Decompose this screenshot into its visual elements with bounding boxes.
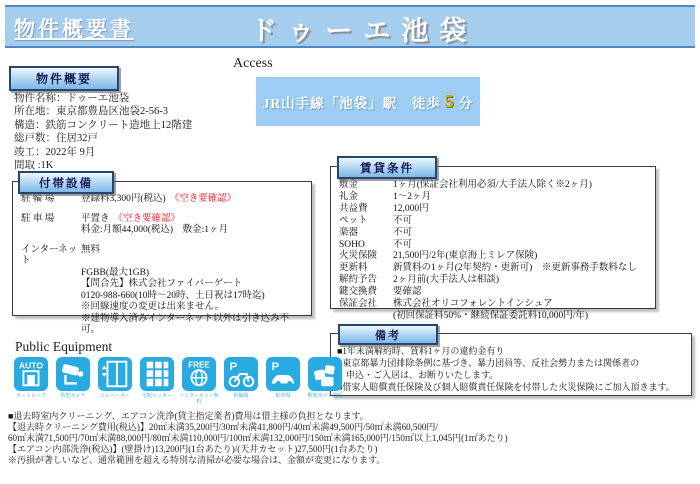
svg-text:AUTO: AUTO — [19, 360, 43, 371]
delivery-locker-icon — [140, 357, 174, 391]
equipment-item-free-internet — [180, 357, 218, 405]
parking-fee-line: 料金:月額44,000(税込) 敷金:1ヶ月 — [81, 225, 228, 235]
facility-row-internet — [21, 245, 303, 268]
access-minutes: 5 — [444, 91, 455, 111]
svg-text:P: P — [271, 361, 280, 374]
rental-row-continuation: (初回保証料50%・継続保証委託料10,000円/年) — [393, 310, 589, 321]
equipment-label: オートロック — [16, 393, 46, 399]
equipment-label: 敷地内ゴミ置場 — [307, 393, 343, 399]
svg-text:P: P — [229, 361, 238, 374]
access-minutes-unit: 分 — [458, 95, 474, 111]
facility-label: 駐 輪 場 — [21, 194, 55, 204]
property-name-title: ドゥーエ池袋 — [250, 16, 478, 46]
car-parking-icon — [266, 357, 300, 391]
facility-value: 平置き 《空き要確認》 — [81, 213, 181, 224]
free-internet-icon — [182, 357, 216, 391]
footnote-line: 60㎡未満71,500円/70㎡未満88,000円/80㎡未満110,000円/100㎡未満132,000円/150㎡未満165,000円/150㎡以上1,045円(1㎡あたり) — [8, 433, 508, 443]
footnote-line: ■退去時室内クリーニング、エアコン洗浄(貸主指定業者)費用は借主様の負担となります。 — [8, 411, 369, 421]
equipment-label: 駐輪場 — [233, 393, 249, 399]
rental-row: 鍵交換費 要確認 — [339, 287, 422, 298]
facility-row-bicycle — [21, 194, 303, 206]
rental-row: 火災保険 21,500円/2年(東京海上ミレア保険) — [339, 251, 538, 262]
auto-lock-icon — [14, 357, 48, 391]
equipment-item-auto-lock — [12, 357, 50, 405]
internet-detail-line: ※回線速度の変更は出来ません。 — [81, 302, 225, 312]
facilities-box — [12, 181, 312, 335]
remark-line: ■1年未満解約時、賃料1ヶ月の違約金有り — [337, 346, 505, 356]
availability-warning: 《空き要確認》 — [169, 194, 237, 204]
rental-row: 解約予告 2ヶ月前(大手法人は相談) — [339, 275, 500, 286]
equipment-label: 駐車場 — [275, 393, 291, 399]
footnote-line: 【エアコン内部洗浄(税込)】(壁掛け)13,200円(1台あたり)/(天井カセット)27,500円(1台あたり) — [8, 444, 378, 454]
rental-row: 更新料 新賃料の1ヶ月(2年契約・更新可) ※更新事務手数料なし — [339, 263, 637, 274]
equipment-item-car-parking — [264, 357, 302, 405]
remarks-section-chip: 備考 — [338, 324, 438, 345]
rental-row: SOHO 不可 — [339, 239, 413, 250]
footnote-line: ※汚損が著しいなど、通常範囲を超える特別な清掃が必要な場合は、金額が変更になります。 — [8, 455, 386, 465]
facility-row-parking — [21, 214, 303, 226]
facility-value: 無料 — [81, 244, 101, 255]
bicycle-parking-icon — [224, 357, 258, 391]
facilities-section-chip: 付帯設備 — [18, 171, 114, 194]
facility-label: 駐 車 場 — [21, 213, 55, 224]
availability-warning: 《空き要確認》 — [113, 213, 181, 224]
overview-line: 総戸数：住居32戸 — [14, 133, 98, 145]
overview-line: 間取 :1K — [14, 160, 54, 172]
internet-detail-line: FGBB(最大1GB) — [81, 267, 150, 278]
equipment-label: 防犯カメラ — [60, 393, 86, 399]
footnote-line: 【退去時クリーニング費用(税込)】20㎡未満35,200円/30㎡未満41,800円/40㎡未満49,500円/50㎡未満60,500円/ — [8, 422, 438, 432]
facility-value: 登録料3,300円(税込) 《空き要確認》 — [81, 194, 237, 204]
rental-row: 敷金 1ヶ月(保証会社利用必須/大手法人除く※2ヶ月) — [339, 180, 592, 190]
overview-line: 所在地：東京都豊島区池袋2-56-3 — [14, 106, 168, 118]
svg-text:FREE: FREE — [188, 360, 210, 370]
internet-detail-line: 0120-988-660(10時～20時、土日祝は17時迄) — [81, 290, 265, 301]
footnotes — [8, 411, 698, 466]
equipment-icon-row — [12, 357, 344, 405]
equipment-item-garbage-area — [306, 357, 344, 405]
equipment-item-delivery-locker — [138, 357, 176, 405]
garbage-area-icon — [308, 357, 342, 391]
remark-line: 申込・ご入居は、お断りいたします。 — [337, 370, 499, 380]
access-route: JR山手線「池袋」駅 徒歩 — [262, 95, 441, 111]
rental-row: 楽器 不可 — [339, 227, 413, 238]
equipment-item-elevator — [96, 357, 134, 405]
rental-section-chip: 賃貸条件 — [337, 156, 437, 179]
equipment-item-bicycle-parking — [222, 357, 260, 405]
remark-line: ■東京都暴力団排除条例に基づき、暴力団員等、反社会勢力または関係者の — [337, 358, 640, 368]
rental-row: ペット 不可 — [339, 215, 413, 226]
access-heading: Access — [233, 56, 273, 71]
internet-detail-line: ※建物導入済みインターネット以外は引き込み不可。 — [81, 313, 290, 335]
rental-row: 礼金 1～2ヶ月 — [339, 191, 432, 202]
rental-row: 保証会社 株式会社オリコフォレントインシュア — [339, 299, 553, 310]
internet-detail-line: 【問合先】株式会社ファイバーゲート — [81, 279, 243, 289]
overview-section-chip: 物件概要 — [9, 66, 119, 91]
equipment-label: 宅配ロッカー — [142, 393, 172, 399]
facility-label: インターネット — [21, 244, 78, 266]
equipment-label: インターネット無料 — [179, 393, 219, 405]
doc-type-title: 物件概要書 — [14, 18, 134, 41]
access-box — [256, 77, 480, 126]
elevator-icon — [98, 357, 132, 391]
rental-box — [330, 166, 656, 321]
equipment-heading: Public Equipment — [15, 339, 113, 354]
overview-lines — [14, 92, 192, 172]
overview-line: 竣工：2022年 9月 — [14, 146, 96, 158]
remark-line: ■借家人賠償責任保険及び個人賠償責任保険を付帯した火災保険にご加入頂きます。 — [337, 382, 675, 392]
overview-line: 構造：鉄筋コンクリート造地上12階建 — [14, 119, 193, 131]
equipment-label: エレベーター — [99, 393, 130, 399]
overview-line: 物件名称：ドゥーエ池袋 — [14, 93, 130, 104]
security-camera-icon — [56, 357, 90, 391]
equipment-item-security-camera — [54, 357, 92, 405]
rental-row: 共益費 12,000円 — [339, 203, 429, 214]
